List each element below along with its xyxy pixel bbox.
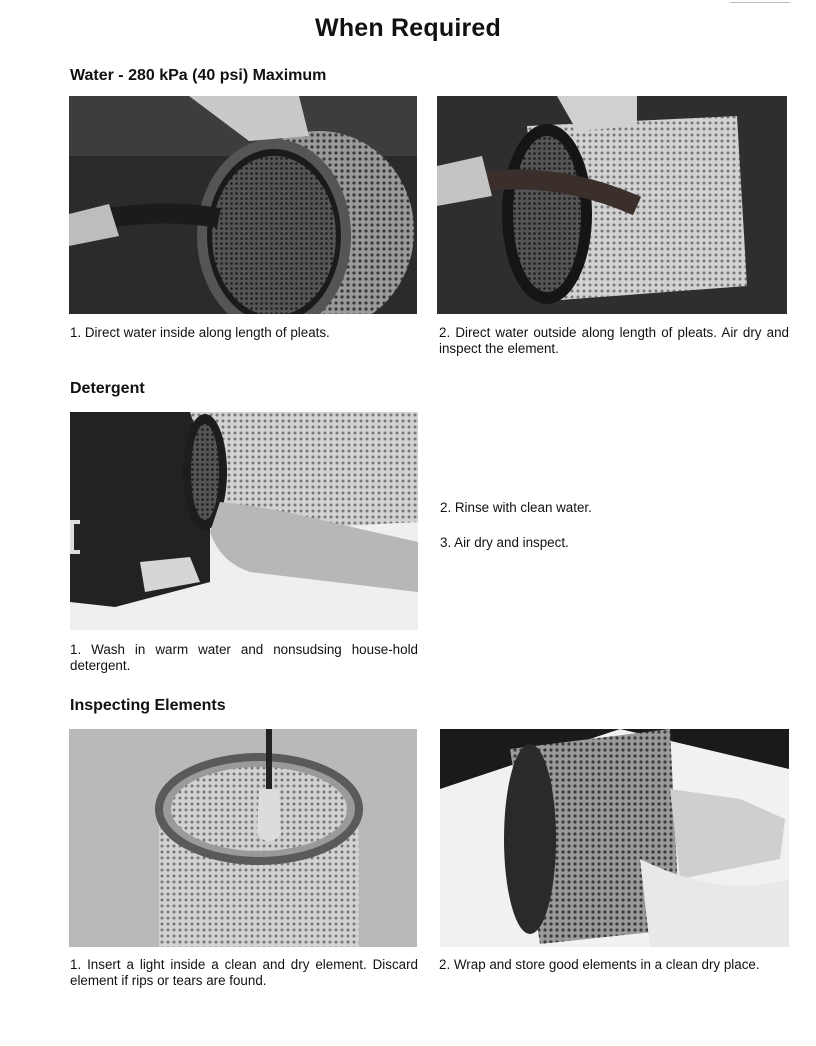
photo-hose-outside-element xyxy=(437,96,787,314)
photo-light-inside-element xyxy=(69,729,417,947)
page-title: When Required xyxy=(315,14,501,42)
caption-detergent-step-1: 1. Wash in warm water and nonsudsing house-hold detergent. xyxy=(70,642,418,673)
corner-rule xyxy=(730,2,790,3)
caption-inspecting-step-1: 1. Insert a light inside a clean and dry element. Discard element if rips or tears are found. xyxy=(70,957,418,988)
photo-element-wrapped-in-paper xyxy=(440,729,789,947)
section-heading-water: Water - 280 kPa (40 psi) Maximum xyxy=(70,67,327,84)
section-heading-inspecting: Inspecting Elements xyxy=(70,697,226,714)
caption-detergent-step-2: 2. Rinse with clean water. xyxy=(440,500,592,515)
photo-element-in-wash-tub xyxy=(70,412,418,630)
section-heading-detergent: Detergent xyxy=(70,380,145,397)
caption-water-step-1: 1. Direct water inside along length of pleats. xyxy=(70,325,330,340)
photo-hose-inside-element xyxy=(69,96,417,314)
caption-detergent-step-3: 3. Air dry and inspect. xyxy=(440,535,569,550)
caption-water-step-2: 2. Direct water outside along length of pleats. Air dry and inspect the element. xyxy=(439,325,789,356)
caption-inspecting-step-2: 2. Wrap and store good elements in a clean dry place. xyxy=(439,957,760,972)
